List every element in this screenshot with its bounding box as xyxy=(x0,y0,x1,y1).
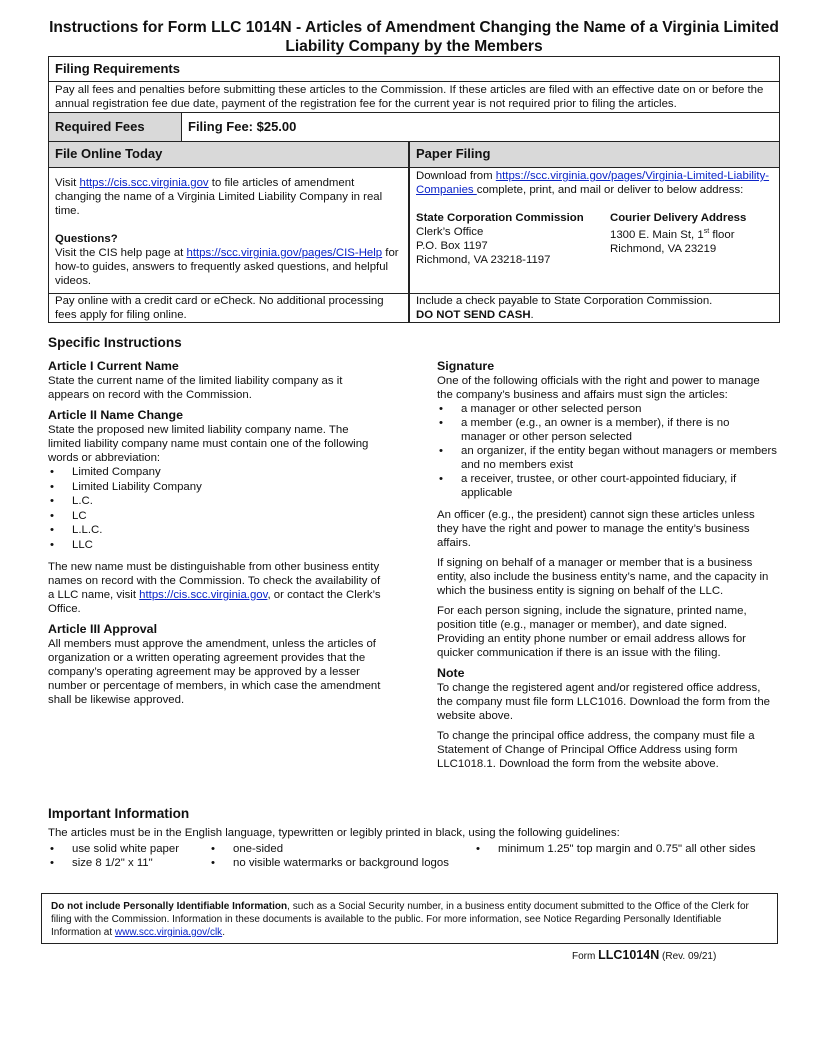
filing-requirements-heading: Filing Requirements xyxy=(55,61,180,76)
file-online-heading: File Online Today xyxy=(49,142,410,167)
list-item: • size 8 1/2" x 11" xyxy=(48,856,198,870)
guideline-list-1 xyxy=(48,842,198,870)
page-title: Instructions for Form LLC 1014N - Articles of Amendment Changing the Name of a Virginia Limited Liability Company by the Members xyxy=(49,19,779,55)
cis-help-link[interactable]: https://scc.virginia.gov/pages/CIS-Help xyxy=(186,247,383,259)
article-2-text: State the proposed new limited liability company name. The limited liability company name must contain one of the following words or abbreviation: xyxy=(48,424,369,464)
signature-paragraph: If signing on behalf of a manager or member that is a business entity, also include the business entity’s name, and the capacity in which the business entity is signing on behalf of the LLC. xyxy=(437,557,769,597)
left-column xyxy=(48,356,383,713)
list-item: • an organizer, if the entity began without managers or members and no members exist xyxy=(437,444,777,472)
mail-address-heading: State Corporation Commission xyxy=(416,212,584,224)
required-fees-label: Required Fees xyxy=(49,113,182,141)
article-1-text: State the current name of the limited liability company as it appears on record with the Commission. xyxy=(48,375,343,401)
list-item: • minimum 1.25" top margin and 0.75" all other sides xyxy=(474,842,794,856)
list-item: • Limited Company xyxy=(48,465,383,480)
mail-line: P.O. Box 1197 xyxy=(416,240,488,252)
list-item: • L.C. xyxy=(48,494,383,509)
clerk-link[interactable]: www.scc.virginia.gov/clk xyxy=(114,927,223,938)
list-item: • use solid white paper xyxy=(48,842,198,856)
paper-filing-heading: Paper Filing xyxy=(416,146,491,161)
list-item: • a manager or other selected person xyxy=(437,402,777,416)
online-payment-note: Pay online with a credit card or eCheck. No additional processing fees apply for filing online. xyxy=(49,294,410,322)
courier-line: 1300 E. Main St, 1st floor xyxy=(610,228,735,241)
list-item: • a member (e.g., an owner is a member), if there is no manager or other person selected xyxy=(437,416,777,444)
visit-text: Visit xyxy=(55,177,80,189)
signature-text: One of the following officials with the right and power to manage the company’s business and affairs must sign the articles: xyxy=(437,375,760,401)
filing-requirements-table xyxy=(48,56,780,323)
signature-heading: Signature xyxy=(437,359,495,373)
list-item: • LC xyxy=(48,509,383,524)
signature-paragraph: An officer (e.g., the president) cannot sign these articles unless they have the right and power to manage the entity’s business affairs. xyxy=(437,509,755,549)
important-information-text: The articles must be in the English language, typewritten or legibly printed in black, using the following guidelines: xyxy=(48,827,620,839)
mail-address xyxy=(416,211,610,267)
article-1-heading: Article I Current Name xyxy=(48,359,179,373)
list-item: • Limited Liability Company xyxy=(48,480,383,495)
download-text: Download from xyxy=(416,170,496,182)
questions-heading: Questions? xyxy=(55,233,118,245)
cis-link[interactable]: https://cis.scc.virginia.gov xyxy=(139,588,268,601)
note-heading: Note xyxy=(437,666,465,680)
guideline-list-3 xyxy=(474,842,794,856)
list-item: • L.L.C. xyxy=(48,523,383,538)
paper-filing-content xyxy=(410,168,779,293)
guideline-list-2 xyxy=(209,842,449,870)
download-text-end: complete, print, and mail or deliver to below address: xyxy=(476,184,744,196)
article-2-heading: Article II Name Change xyxy=(48,408,183,422)
note-paragraph: To change the registered agent and/or registered office address, the company must file form LLC1016. Download the form from the website above. xyxy=(437,682,771,722)
llc-page-link[interactable]: https://scc.virginia.gov/pages/Virginia-Limited-Liability-Companies xyxy=(416,170,770,196)
visit-text-end: to file articles of amendment changing the name of a Virginia Limited Liability Company in real time. xyxy=(55,177,383,217)
list-item: • LLC xyxy=(48,538,383,553)
questions-text: Visit the CIS help page at xyxy=(55,247,187,259)
filing-requirements-text: Pay all fees and penalties before submitting these articles to the Commission. If these articles are filed with an effective date on or before the annual registration fee due date, payment of the registration fee for the current year is not required prior to filing the articles. xyxy=(55,84,764,110)
file-online-content xyxy=(49,168,410,293)
form-number: LLC1014N xyxy=(598,948,660,962)
courier-address-heading: Courier Delivery Address xyxy=(610,212,747,224)
cis-link[interactable]: https://cis.scc.virginia.gov xyxy=(79,177,209,189)
courier-line: Richmond, VA 23219 xyxy=(610,242,717,255)
article-3-heading: Article III Approval xyxy=(48,621,158,636)
list-item: • one-sided xyxy=(209,842,449,856)
signer-list xyxy=(437,402,777,500)
signature-paragraph: For each person signing, include the signature, printed name, position title (e.g., manager or member), and date signed. Providing an entity phone number or email address allows for quicker communication if there is an issue with the filing. xyxy=(437,605,747,659)
no-cash-warning: DO NOT SEND CASH xyxy=(416,309,531,321)
pii-notice: Do not include Personally Identifiable Information, such as a Social Security number, in a business entity document submitted to the Office of the Clerk for filing with the Commission. Information in these documents is available to the public. For more information, see Notice Regarding Personally Identifiable Information at www.scc.virginia.gov/clk. xyxy=(41,893,778,944)
courier-address xyxy=(610,211,746,267)
article-2-note: The new name must be distinguishable from other business entity names on record with the Commission. To check the availability of a LLC name, visit https://cis.scc.virginia.gov, or contact the Clerk’s Office. xyxy=(48,560,381,615)
important-information-heading: Important Information xyxy=(48,806,190,821)
name-suffix-list xyxy=(48,465,383,553)
form-footer: Form LLC1014N (Rev. 09/21) xyxy=(572,948,717,962)
article-3-text: All members must approve the amendment, unless the articles of organization or a written operating agreement provides that the company’s operating agreement may be approved by a lesser number or percentage of members, in which case the amendment shall be likewise approved. xyxy=(48,637,381,706)
mail-line: Richmond, VA 23218-1197 xyxy=(416,254,551,266)
paper-payment-note: Include a check payable to State Corporation Commission. DO NOT SEND CASH. xyxy=(416,295,713,321)
mail-line: Clerk’s Office xyxy=(416,226,484,238)
list-item: • no visible watermarks or background logos xyxy=(209,856,449,870)
filing-fee-value: Filing Fee: $25.00 xyxy=(188,119,297,134)
note-paragraph: To change the principal office address, the company must file a Statement of Change of Principal Office Address using form LLC1018.1. Download the form from the website above. xyxy=(437,730,755,770)
right-column xyxy=(437,356,777,777)
specific-instructions-heading: Specific Instructions xyxy=(48,335,182,350)
questions-text-end: for how-to guides, answers to frequently asked questions, and helpful videos. xyxy=(55,247,399,287)
list-item: • a receiver, trustee, or other court-appointed fiduciary, if applicable xyxy=(437,472,777,500)
